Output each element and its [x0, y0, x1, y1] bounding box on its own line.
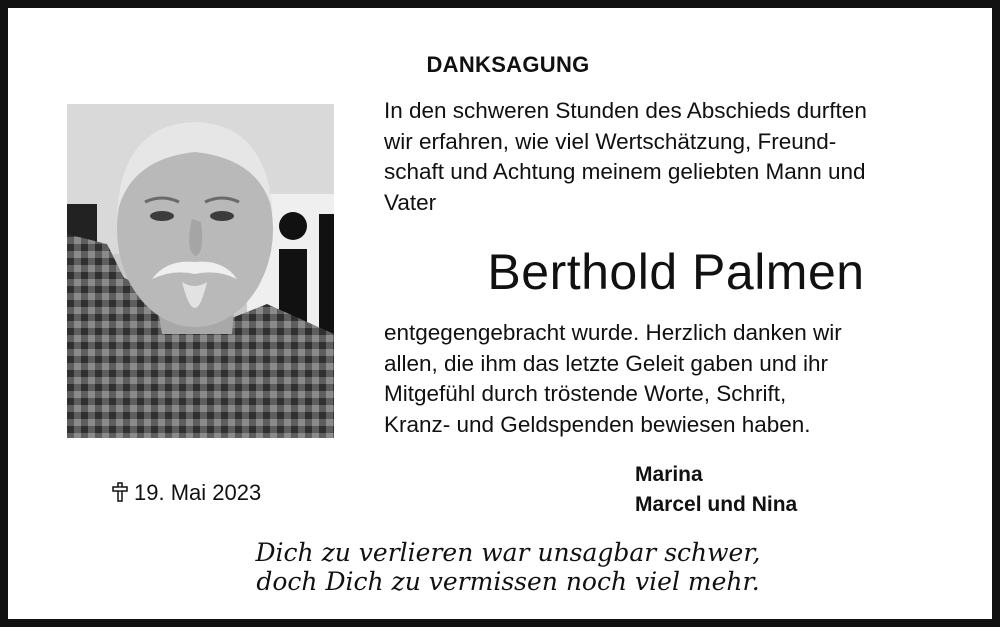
deceased-name: Berthold Palmen: [487, 244, 865, 300]
death-date-line: [112, 480, 261, 508]
body-line: Kranz- und Geldspenden bewiesen haben.: [384, 411, 811, 437]
body-line: entgegengebracht wurde. Herzlich danken wir: [384, 320, 842, 345]
intro-line: In den schweren Stunden des Abschieds durften: [384, 98, 867, 123]
signer-name: Marina: [635, 463, 703, 486]
cross-icon: [112, 482, 128, 508]
intro-line: Vater: [384, 189, 437, 215]
signer-name: Marcel und Nina: [635, 493, 798, 516]
body-line: Mitgefühl durch tröstende Worte, Schrift,: [384, 381, 787, 406]
intro-line: schaft und Achtung meinem geliebten Mann und: [384, 159, 866, 184]
heading: DANKSAGUNG: [426, 52, 590, 77]
intro-line: wir erfahren, wie viel Wertschätzung, Freund-: [384, 128, 837, 154]
body-line: allen, die ihm das letzte Geleit gaben und ihr: [384, 350, 829, 376]
death-date: 19. Mai 2023: [134, 480, 262, 505]
verse-line: Dich zu verlieren war unsagbar schwer,: [255, 538, 761, 567]
portrait-photo: [67, 104, 334, 438]
verse-line: doch Dich zu vermissen noch viel mehr.: [256, 567, 760, 596]
closing-verse: [8, 538, 1000, 596]
body-text: [384, 318, 984, 440]
signers: [635, 460, 797, 520]
intro-text: [384, 96, 984, 218]
